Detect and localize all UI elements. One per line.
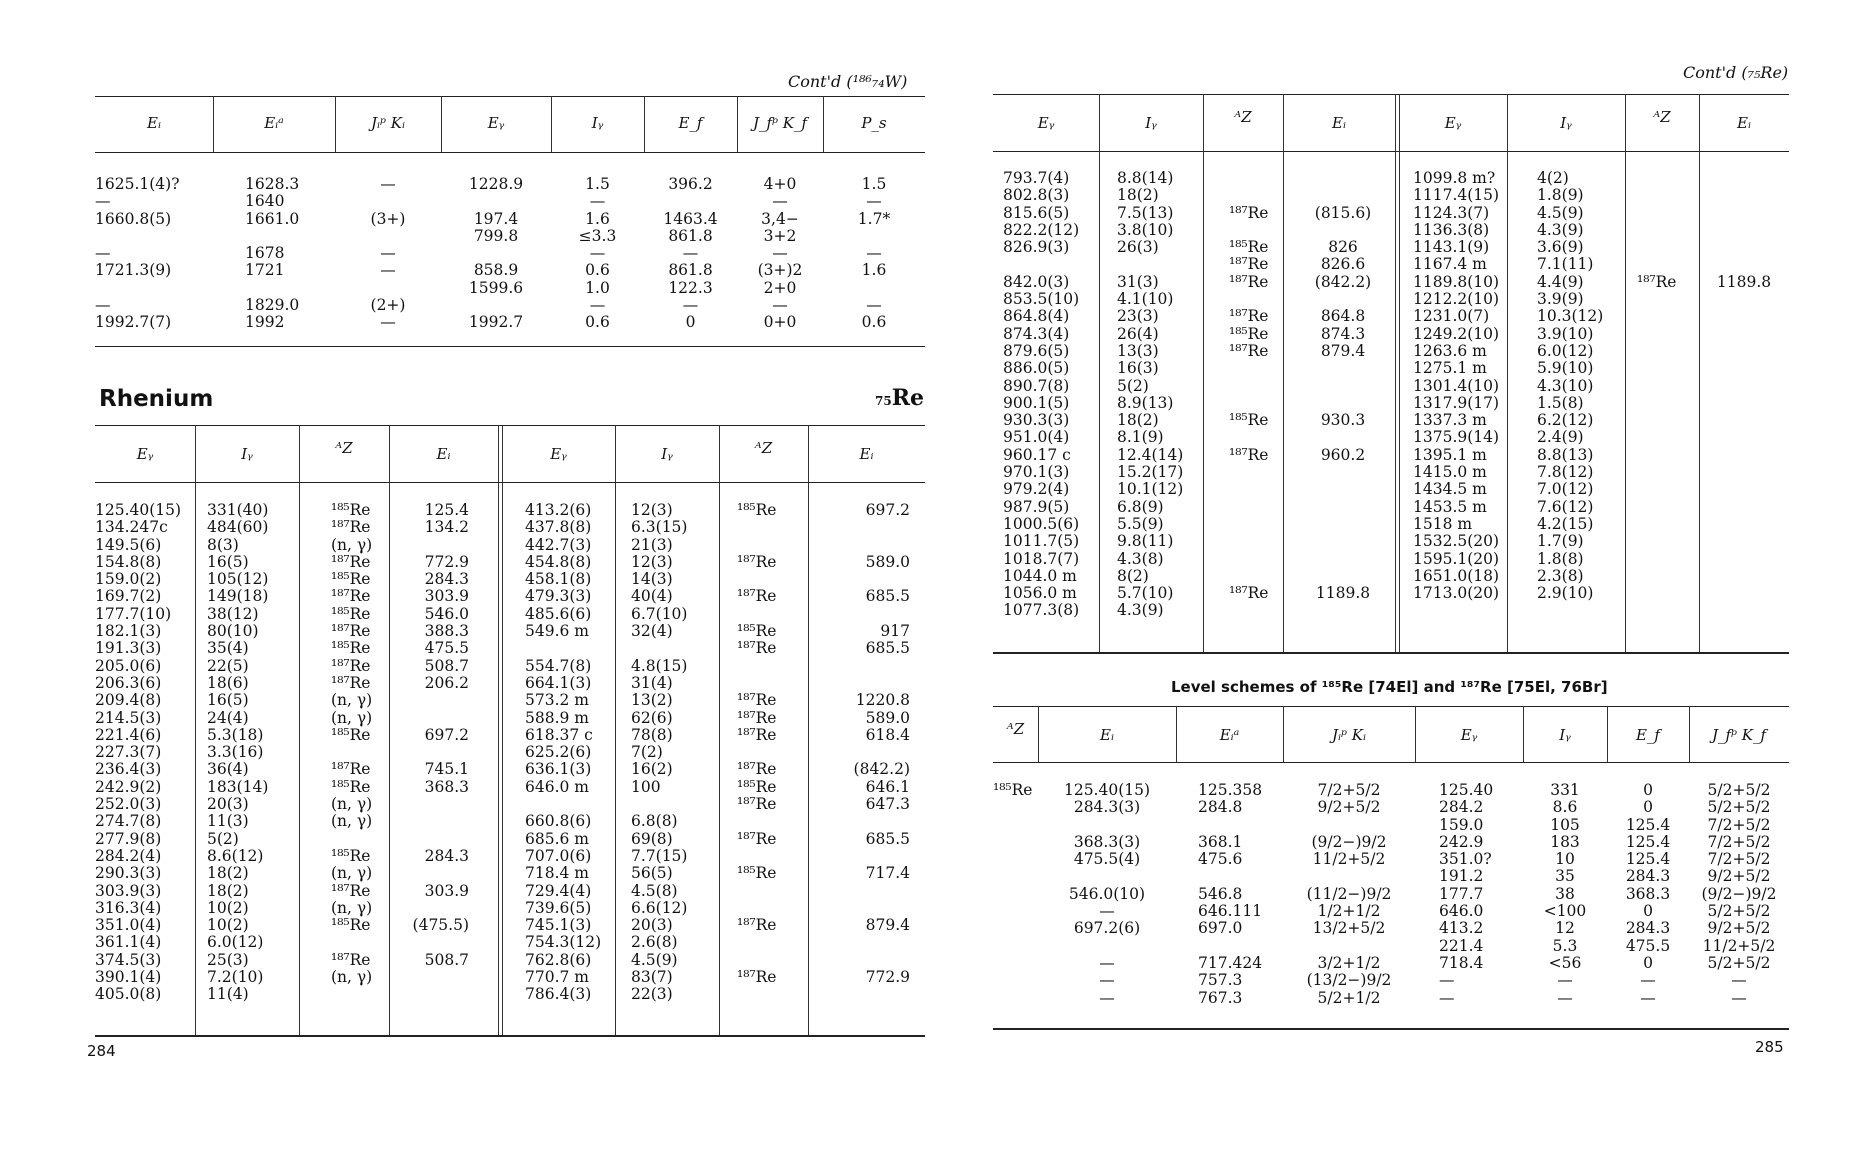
rhenium-table: [95, 425, 925, 1035]
continued-label: Cont'd (₇₅Re): [1683, 63, 1789, 82]
col-header: Eᵢᵃ: [1219, 726, 1240, 744]
data-column: 697.2 589.0 685.5 917 685.5 1220.8 589.0 618.4 (842.2) 646.1 647.3 685.5 717.4 879.4 772.9: [853, 501, 910, 987]
col-header: ᴬZ: [1006, 720, 1025, 738]
data-column: ¹⁸⁷Re ¹⁸⁵Re ¹⁸⁷Re ¹⁸⁷Re ¹⁸⁷Re ¹⁸⁵Re ¹⁸⁷Re ¹⁸⁵Re ¹⁸⁷Re ¹⁸⁷Re: [1229, 203, 1269, 603]
tungsten-table: [95, 96, 925, 346]
col-header: Iᵧ: [661, 445, 673, 463]
col-header: J_fᵖ K_f: [1711, 726, 1767, 744]
col-header: Jᵢᵖ Kᵢ: [370, 114, 406, 132]
element-symbol: [875, 385, 924, 411]
table-caption: Level schemes of ¹⁸⁵Re [74El] and ¹⁸⁷Re [75El, 76Br]: [1171, 678, 1608, 696]
data-column: 7/2+5/2 9/2+5/2 (9/2−)9/2 11/2+5/2 (11/2−)9/2 1/2+1/2 13/2+5/2 3/2+1/2 (13/2−)9/2 5/2+1/2: [1306, 781, 1392, 1007]
data-column: ¹⁸⁵Re ¹⁸⁷Re ¹⁸⁷Re ¹⁸⁵Re ¹⁸⁷Re ¹⁸⁷Re ¹⁸⁷Re ¹⁸⁷Re ¹⁸⁷Re ¹⁸⁵Re ¹⁸⁷Re ¹⁸⁷Re ¹⁸⁵Re ¹⁸⁷Re ¹⁸⁷Re: [737, 501, 777, 987]
col-header: Eᵧ: [550, 445, 567, 463]
symbol: Re: [891, 385, 924, 411]
col-header: Iᵧ: [241, 445, 253, 463]
col-header: ᴬZ: [1653, 108, 1671, 126]
data-column: 1628.3 1640 1661.0 1678 1721 1829.0 1992: [245, 175, 300, 332]
page-number: 284: [87, 1042, 116, 1060]
right-page: [993, 0, 1789, 1152]
data-column: 125.40(15) 284.3(3) 368.3(3) 475.5(4) 546.0(10) — 697.2(6) — — —: [1063, 781, 1151, 1007]
col-header: Eᵢ: [859, 445, 874, 463]
col-header: Iᵧ: [1145, 114, 1157, 132]
data-column: — (3+) — — (2+) —: [370, 175, 406, 332]
data-column: 5/2+5/2 5/2+5/2 7/2+5/2 7/2+5/2 7/2+5/2 9/2+5/2 (9/2−)9/2 5/2+5/2 9/2+5/2 11/2+5/2 5/2+5/2 — —: [1701, 781, 1777, 1007]
data-column: 396.2 1463.4 861.8 — 861.8 122.3 — 0: [663, 175, 718, 332]
data-column: 125.358 284.8 368.1 475.6 546.8 646.111 697.0 717.424 757.3 767.3: [1198, 781, 1263, 1007]
col-header: Eᵢᵃ: [264, 114, 284, 132]
section-title: Rhenium: [99, 386, 214, 412]
level-schemes-table: [993, 706, 1789, 1028]
atomic-number: 75: [875, 394, 892, 408]
data-column: 125.40(15) 134.247c 149.5(6) 154.8(8) 159.0(2) 169.7(2) 177.7(10) 182.1(3) 191.3(3) 205.0(6) 206.3(6) 209.4(8) 214.5(3) 221.4(6) 227.3(7) 236.4(3) 242.9(2) 252.0(3) 274.7(8) 277.9(8) 284.2(4) 290.3(3) 303.9(3) 316.3(4) 351.0(4) 361.1(4) 374.5(3) 390.1(4) 405.0(8): [95, 501, 182, 1004]
data-column: 0 0 125.4 125.4 125.4 284.3 368.3 0 284.3 475.5 0 — —: [1625, 781, 1671, 1007]
data-column: 413.2(6) 437.8(8) 442.7(3) 454.8(8) 458.1(8) 479.3(3) 485.6(6) 549.6 m 554.7(8) 664.1(3) 573.2 m 588.9 m 618.37 c 625.2(6) 636.1(3) 646.0 m 660.8(6) 685.6 m 707.0(6) 718.4 m 729.4(4) 739.6(5) 745.1(3) 754.3(12) 762.8(6) 770.7 m 786.4(3): [525, 501, 602, 1004]
data-column: 1228.9 197.4 799.8 858.9 1599.6 1992.7: [468, 175, 524, 332]
col-header: Jᵢᵖ Kᵢ: [1331, 726, 1367, 744]
col-header: Iᵧ: [1559, 726, 1571, 744]
col-header: Eᵧ: [136, 445, 154, 463]
col-header: E_f: [678, 114, 703, 132]
data-column: (815.6) 826 826.6 (842.2) 864.8 874.3 879.4 930.3 960.2 1189.8: [1314, 203, 1372, 603]
col-header: J_fᵖ K_f: [752, 114, 808, 132]
col-header: P_s: [861, 114, 887, 132]
continued-label: Cont'd (¹⁸⁶₇₄W): [788, 72, 908, 91]
col-header: Eᵧ: [1460, 726, 1478, 744]
col-header: Eᵢ: [1100, 726, 1114, 744]
page-number: 285: [1755, 1038, 1784, 1056]
data-column: 1625.1(4)? — 1660.8(5) — 1721.3(9) — 1992.7(7): [95, 175, 180, 332]
data-column: ¹⁸⁷Re: [1637, 272, 1677, 291]
col-header: ᴬZ: [335, 439, 353, 457]
col-header: Eᵢ: [436, 445, 451, 463]
col-header: Eᵧ: [1037, 114, 1055, 132]
data-column: 125.4 134.2 772.9 284.3 303.9 546.0 388.3 475.5 508.7 206.2 697.2 745.1 368.3 284.3 303.9 (475.5) 508.7: [412, 501, 469, 969]
data-column: 1.5 — 1.6 ≤3.3 — 0.6 1.0 — 0.6: [578, 175, 617, 332]
col-header: Eᵢ: [1332, 114, 1346, 132]
data-column: 331(40) 484(60) 8(3) 16(5) 105(12) 149(18) 38(12) 80(10) 35(4) 22(5) 18(6) 16(5) 24(4) 5.3(18) 3.3(16) 36(4) 183(14) 20(3) 11(3) 5(2) 8.6(12) 18(2) 18(2) 10(2) 10(2) 6.0(12) 25(3) 7.2(10) 11(4): [207, 501, 269, 1004]
table-bottom-rule: [95, 346, 925, 347]
col-header: Eᵢ: [147, 114, 161, 132]
data-column: 12(3) 6.3(15) 21(3) 12(3) 14(3) 40(4) 6.7(10) 32(4) 4.8(15) 31(4) 13(2) 62(6) 78(8) 7(2) 16(2) 100 6.8(8) 69(8) 7.7(15) 56(5) 4.5(8) 6.6(12) 20(3) 2.6(8) 4.5(9) 83(7) 22(3): [631, 501, 688, 1004]
col-header: ᴬZ: [754, 439, 773, 457]
data-column: 1099.8 m? 1117.4(15) 1124.3(7) 1136.3(8) 1143.1(9) 1167.4 m 1189.8(10) 1212.2(10) 1231.0(7) 1249.2(10) 1263.6 m 1275.1 m 1301.4(10) 1317.9(17) 1337.3 m 1375.9(14) 1395.1 m 1415.0 m 1434.5 m 1453.5 m 1518 m 1532.5(20) 1595.1(20) 1651.0(18) 1713.0(20): [1413, 169, 1500, 603]
data-column: ¹⁸⁵Re: [993, 781, 1033, 799]
col-header: Iᵧ: [591, 114, 604, 132]
data-column: 1189.8: [1716, 272, 1772, 291]
col-header: Eᵧ: [487, 114, 505, 132]
data-column: 331 8.6 105 183 10 35 38 <100 12 5.3 <56 — —: [1543, 781, 1587, 1007]
data-column: 793.7(4) 802.8(3) 815.6(5) 822.2(12) 826.9(3) 842.0(3) 853.5(10) 864.8(4) 874.3(4) 879.6(5) 886.0(5) 890.7(8) 900.1(5) 930.3(3) 951.0(4) 960.17 c 970.1(3) 979.2(4) 987.9(5) 1000.5(6) 1011.7(5) 1018.7(7) 1044.0 m 1056.0 m 1077.3(8): [1003, 169, 1080, 620]
left-page: [87, 0, 925, 1152]
data-column: ¹⁸⁵Re ¹⁸⁷Re (n, γ) ¹⁸⁷Re ¹⁸⁵Re ¹⁸⁷Re ¹⁸⁵Re ¹⁸⁷Re ¹⁸⁵Re ¹⁸⁷Re ¹⁸⁷Re (n, γ) (n, γ) ¹⁸⁵Re ¹⁸⁷Re ¹⁸⁵Re (n, γ) (n, γ) ¹⁸⁵Re (n, γ) ¹⁸⁷Re (n, γ) ¹⁸⁵Re ¹⁸⁷Re (n, γ): [331, 501, 373, 987]
col-header: Eᵧ: [1444, 114, 1462, 132]
col-header: ᴬZ: [1234, 108, 1252, 126]
data-column: 1.5 — 1.7* — 1.6 — 0.6: [857, 175, 891, 332]
col-header: Iᵧ: [1560, 114, 1572, 132]
header-rule: [95, 152, 925, 153]
data-column: 8.8(14) 18(2) 7.5(13) 3.8(10) 26(3) 31(3) 4.1(10) 23(3) 26(4) 13(3) 16(3) 5(2) 8.9(13) 18(2) 8.1(9) 12.4(14) 15.2(17) 10.1(12) 6.8(9) 5.5(9) 9.8(11) 4.3(8) 8(2) 5.7(10) 4.3(9): [1117, 169, 1184, 620]
data-column: 4(2) 1.8(9) 4.5(9) 4.3(9) 3.6(9) 7.1(11) 4.4(9) 3.9(9) 10.3(12) 3.9(10) 6.0(12) 5.9(10) 4.3(10) 1.5(8) 6.2(12) 2.4(9) 8.8(13) 7.8(12) 7.0(12) 7.6(12) 4.2(15) 1.7(9) 1.8(8) 2.3(8) 2.9(10): [1537, 169, 1604, 603]
rhenium-continued-table: [993, 94, 1789, 652]
col-header: Eᵢ: [1737, 114, 1751, 132]
data-column: 125.40 284.2 159.0 242.9 351.0? 191.2 177.7 646.0 413.2 221.4 718.4 — —: [1439, 781, 1494, 1007]
col-header: E_f: [1635, 726, 1660, 744]
data-column: 4+0 — 3,4− 3+2 — (3+)2 2+0 — 0+0: [757, 175, 803, 332]
table-top-rule: [95, 96, 925, 97]
